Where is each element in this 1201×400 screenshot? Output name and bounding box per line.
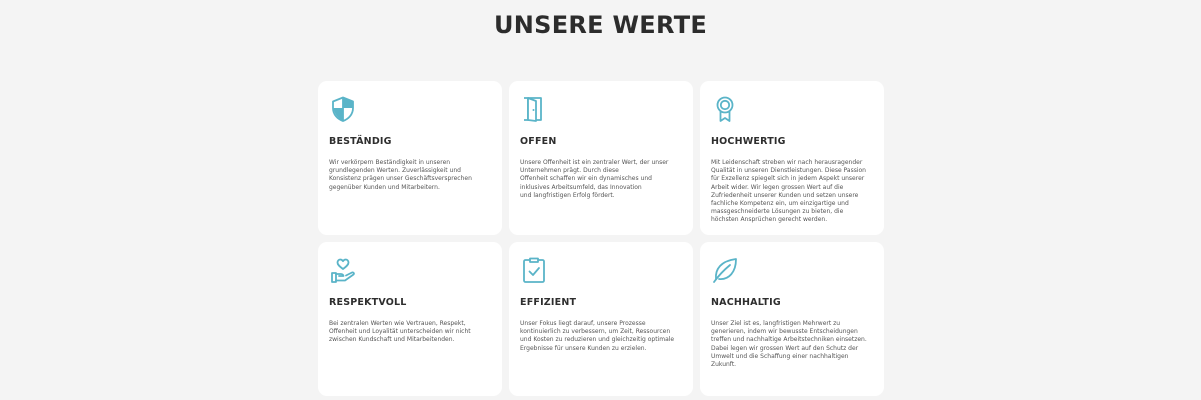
value-card-bestaendig [318,81,502,235]
card-title: HOCHWERTIG [711,136,786,147]
value-card-hochwertig [700,81,884,235]
value-card-effizient [509,242,693,396]
value-card-nachhaltig [700,242,884,396]
section-heading: UNSERE WERTE [493,11,708,39]
value-card-respektvoll [318,242,502,396]
card-title: BESTÄNDIG [329,136,392,147]
card-title: EFFIZIENT [520,297,577,308]
card-title: NACHHALTIG [711,297,781,308]
card-title: RESPEKTVOLL [329,297,407,308]
card-text: Unser Fokus liegt darauf, unsere Prozesse kontinuierlich zu verbessern, um Zeit, Ressourcen und Kosten zu reduzieren und gleichzeitig optimale Ergebnisse für unsere Kunden zu erzielen. [520,320,675,352]
card-text: Unser Ziel ist es, langfristigen Mehrwert zu generieren, indem wir bewusste Entscheidungen treffen und nachhaltige Arbeitstechniken einsetzen. Dabei legen wir grossen Wert auf den Schutz der Umwelt und die Schaffung einer nachhaltigen Zukunft. [711,320,867,369]
card-text: Mit Leidenschaft streben wir nach herausragender Qualität in unseren Dienstleistungen. Diese Passion für Exzellenz spiegelt sich in jedem Aspekt unserer Arbeit wider. Wir legen grossen Wert auf die Zufriedenheit unserer Kunden und setzen unsere fachliche Kompetenz ein, um einzigartige und massgeschneiderte Lösungen zu bieten, die höchsten Ansprüchen gerecht werden. [711,159,866,224]
door-icon [520,95,548,123]
shield-icon [329,95,357,123]
leaf-icon [711,256,739,284]
card-text: Bei zentralen Werten wie Vertrauen, Respekt, Offenheit und Loyalität unterscheiden wir nicht zwischen Kundschaft und Mitarbeitenden. [329,320,471,344]
heart-hand-icon [329,256,357,284]
value-card-offen [509,81,693,235]
card-text: Unsere Offenheit ist ein zentraler Wert, der unser Unternehmen prägt. Durch diese Offenheit schaffen wir ein dynamisches und inklusives Arbeitsumfeld, das Innovation und langfristigen Erfolg fördert. [520,159,669,199]
card-title: OFFEN [520,136,557,147]
values-grid [318,81,885,396]
award-icon [711,95,739,123]
card-text: Wir verkörpern Beständigkeit in unseren grundlegenden Werten. Zuverlässigkeit und Konsistenz prägen unser Geschäftsversprechen gegenüber Kunden und Mitarbeitern. [329,159,472,191]
clipboard-check-icon [520,256,548,284]
